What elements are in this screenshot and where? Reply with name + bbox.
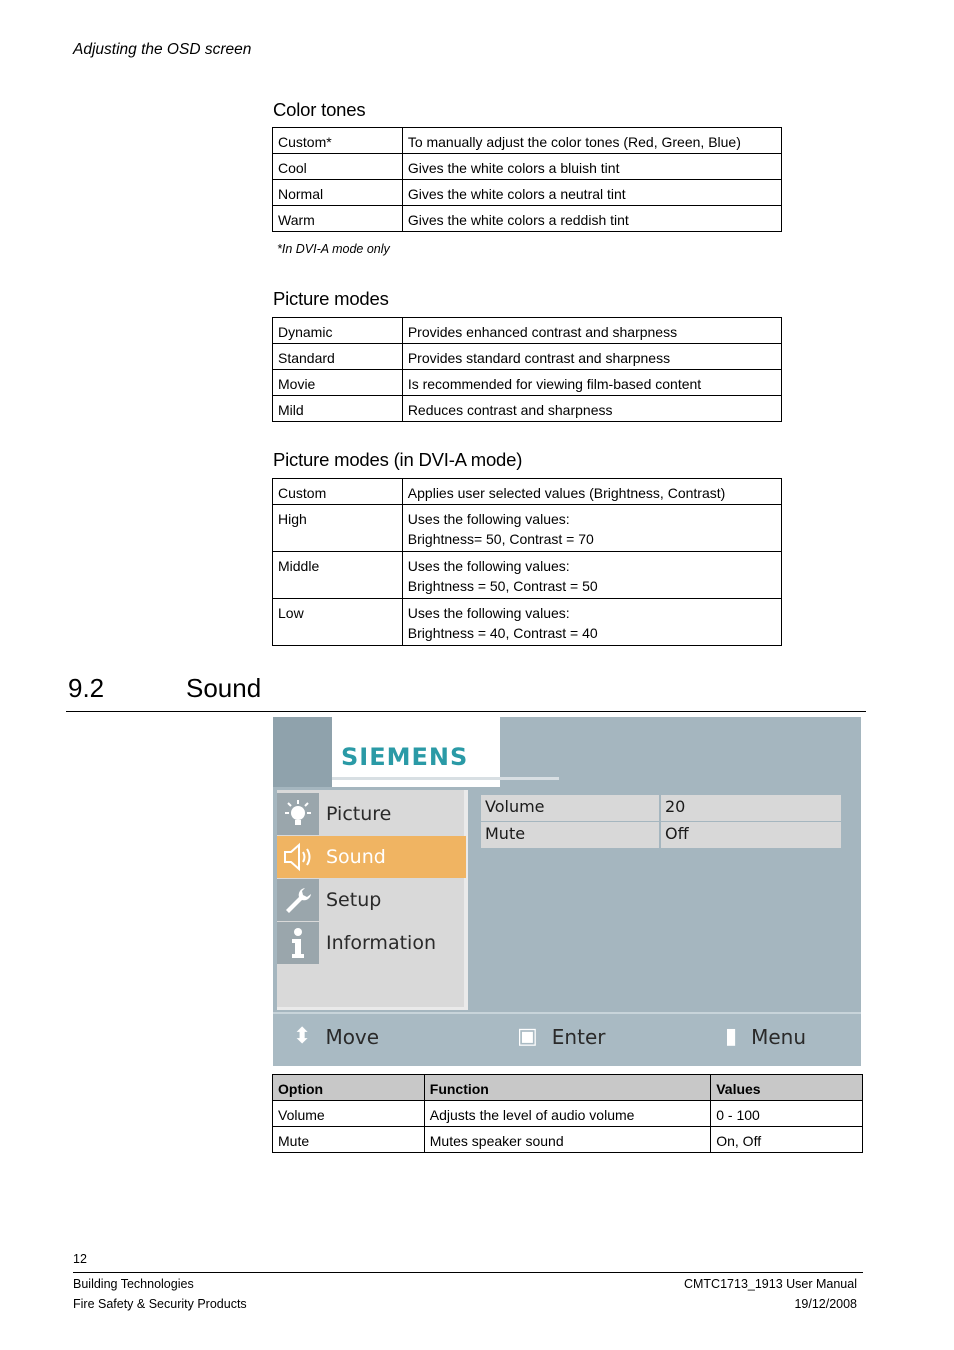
option-name: Custom bbox=[273, 479, 403, 505]
footer-manual-title: CMTC1713_1913 User Manual bbox=[683, 1277, 857, 1291]
speaker-icon bbox=[277, 836, 319, 878]
option-description bbox=[402, 599, 781, 646]
description-line: Brightness = 40, Contrast = 40 bbox=[407, 625, 598, 641]
option-name: Standard bbox=[273, 344, 403, 370]
osd-control-bar bbox=[273, 1012, 861, 1066]
osd-menu-item-information[interactable] bbox=[277, 922, 466, 964]
osd-logo-underline bbox=[332, 777, 559, 780]
osd-value-row[interactable] bbox=[481, 822, 841, 848]
table-row bbox=[273, 396, 782, 422]
footer-division: Fire Safety & Security Products bbox=[73, 1297, 247, 1311]
footer-date: 19/12/2008 bbox=[794, 1297, 857, 1311]
color-tones-table bbox=[272, 127, 782, 232]
option-name: Warm bbox=[273, 206, 403, 232]
osd-values-panel bbox=[481, 795, 841, 849]
table-cell: Mutes speaker sound bbox=[424, 1127, 710, 1153]
table-row bbox=[273, 318, 782, 344]
column-header-label: Values bbox=[716, 1081, 761, 1097]
osd-control-menu bbox=[725, 1024, 806, 1049]
option-name: Cool bbox=[273, 154, 403, 180]
option-name: Middle bbox=[273, 552, 403, 599]
color-tones-heading: Color tones bbox=[273, 99, 366, 120]
description-line: Uses the following values: bbox=[407, 511, 570, 527]
option-name: Normal bbox=[273, 180, 403, 206]
osd-value: 20 bbox=[661, 795, 841, 821]
description-line: Brightness= 50, Contrast = 70 bbox=[407, 531, 594, 547]
osd-value-key: Mute bbox=[481, 822, 659, 848]
osd-control-enter bbox=[517, 1024, 605, 1049]
table-row bbox=[273, 505, 782, 552]
table-cell: Volume bbox=[273, 1101, 425, 1127]
column-header-label: Function bbox=[429, 1081, 489, 1097]
column-header-label: Option bbox=[278, 1081, 324, 1097]
osd-value: Off bbox=[661, 822, 841, 848]
running-header: Adjusting the OSD screen bbox=[73, 41, 252, 58]
osd-control-move bbox=[293, 1024, 379, 1049]
table-row bbox=[273, 479, 782, 505]
option-description: Is recommended for viewing film-based content bbox=[402, 370, 781, 396]
footer-divider bbox=[73, 1272, 863, 1273]
table-row bbox=[273, 128, 782, 154]
option-description bbox=[402, 552, 781, 599]
footnote: *In DVI-A mode only bbox=[277, 242, 390, 256]
osd-value-key: Volume bbox=[481, 795, 659, 821]
option-description: To manually adjust the color tones (Red, Green, Blue) bbox=[402, 128, 781, 154]
option-name: High bbox=[273, 505, 403, 552]
osd-value-row[interactable] bbox=[481, 795, 841, 821]
column-header bbox=[424, 1075, 710, 1101]
page-number: 12 bbox=[73, 1252, 87, 1266]
option-description: Provides standard contrast and sharpness bbox=[402, 344, 781, 370]
osd-menu-label: Setup bbox=[326, 889, 382, 911]
chapter-number: 9.2 bbox=[68, 673, 105, 703]
option-name: Dynamic bbox=[273, 318, 403, 344]
osd-menu-label: Information bbox=[326, 932, 436, 954]
picture-modes-dvi-table bbox=[272, 478, 782, 646]
option-name: Low bbox=[273, 599, 403, 646]
picture-modes-heading: Picture modes bbox=[273, 288, 389, 309]
description-line: Uses the following values: bbox=[407, 558, 570, 574]
picture-modes-dvi-heading: Picture modes (in DVI-A mode) bbox=[273, 449, 523, 470]
osd-control-label: Move bbox=[325, 1024, 380, 1049]
chapter-divider bbox=[66, 711, 866, 712]
table-row bbox=[273, 1101, 863, 1127]
table-header-row bbox=[273, 1075, 863, 1101]
menu-page-icon: ▮ bbox=[725, 1024, 738, 1049]
enter-square-icon: ▣ bbox=[517, 1024, 538, 1049]
option-description: Gives the white colors a bluish tint bbox=[402, 154, 781, 180]
option-description: Gives the white colors a reddish tint bbox=[402, 206, 781, 232]
sound-options-table bbox=[272, 1074, 863, 1153]
description-line: Brightness = 50, Contrast = 50 bbox=[407, 578, 598, 594]
osd-menu-item-sound[interactable] bbox=[277, 836, 466, 878]
picture-modes-table bbox=[272, 317, 782, 422]
option-name: Movie bbox=[273, 370, 403, 396]
up-down-arrows-icon: ⬍ bbox=[293, 1024, 312, 1049]
table-row bbox=[273, 344, 782, 370]
osd-control-label: Enter bbox=[551, 1024, 606, 1049]
table-row bbox=[273, 370, 782, 396]
osd-menu-item-picture[interactable] bbox=[277, 793, 466, 835]
chapter-title: Sound bbox=[186, 673, 262, 703]
option-description: Provides enhanced contrast and sharpness bbox=[402, 318, 781, 344]
info-icon bbox=[277, 922, 319, 964]
osd-menu-label: Sound bbox=[326, 846, 386, 868]
column-header bbox=[711, 1075, 863, 1101]
table-cell: On, Off bbox=[711, 1127, 863, 1153]
option-description bbox=[402, 505, 781, 552]
option-name: Mild bbox=[273, 396, 403, 422]
option-name: Custom* bbox=[273, 128, 403, 154]
description-line: Uses the following values: bbox=[407, 605, 570, 621]
option-description: Gives the white colors a neutral tint bbox=[402, 180, 781, 206]
wrench-icon bbox=[277, 879, 319, 921]
option-description: Applies user selected values (Brightness, Contrast) bbox=[402, 479, 781, 505]
osd-menu-item-setup[interactable] bbox=[277, 879, 466, 921]
table-cell: 0 - 100 bbox=[711, 1101, 863, 1127]
column-header bbox=[273, 1075, 425, 1101]
table-row bbox=[273, 552, 782, 599]
osd-screenshot bbox=[273, 717, 861, 1066]
lightbulb-icon bbox=[277, 793, 319, 835]
footer-company: Building Technologies bbox=[73, 1277, 194, 1291]
table-cell: Adjusts the level of audio volume bbox=[424, 1101, 710, 1127]
table-row bbox=[273, 206, 782, 232]
table-cell: Mute bbox=[273, 1127, 425, 1153]
osd-header-tab bbox=[273, 717, 332, 787]
table-row bbox=[273, 180, 782, 206]
osd-menu bbox=[277, 790, 468, 1010]
siemens-logo: SIEMENS bbox=[341, 743, 469, 771]
option-description: Reduces contrast and sharpness bbox=[402, 396, 781, 422]
osd-control-label: Menu bbox=[751, 1024, 807, 1049]
table-row bbox=[273, 154, 782, 180]
table-row bbox=[273, 1127, 863, 1153]
osd-menu-label: Picture bbox=[326, 803, 392, 825]
table-row bbox=[273, 599, 782, 646]
